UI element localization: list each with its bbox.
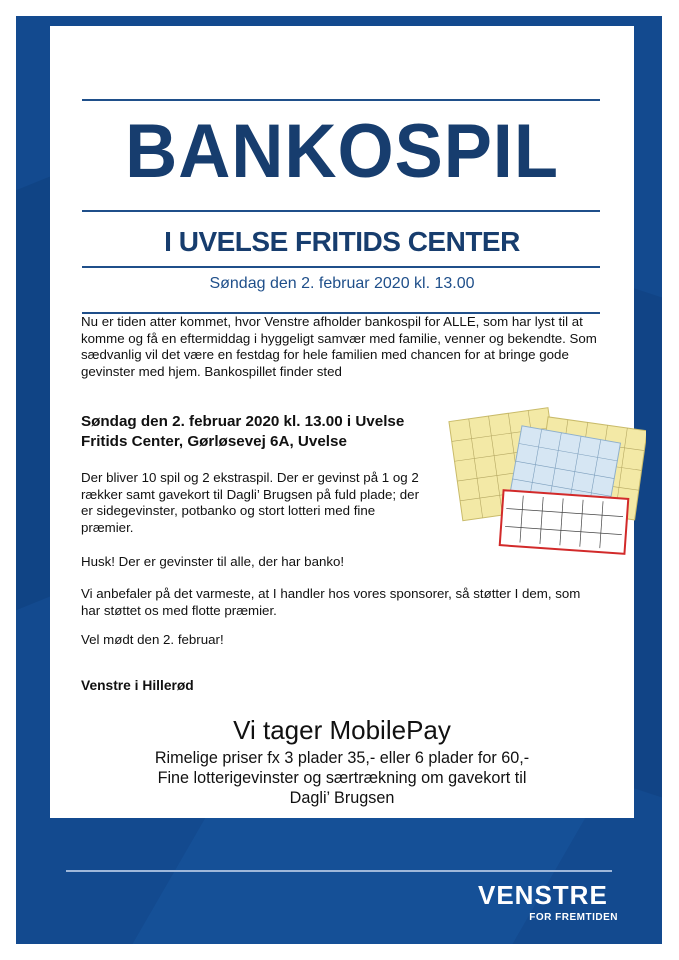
welcome-paragraph: Vel mødt den 2. februar! <box>81 632 224 647</box>
poster-card <box>50 26 634 818</box>
page-title: BANKOSPIL <box>125 109 559 194</box>
games-paragraph: Der bliver 10 spil og 2 ekstraspil. Der er gevinst på 1 og 2 rækker samt gavekort til Dagli’ Brugsen på fuld plade; der er sidegevinster, potbanko og stort lotteri med fine præmier. <box>81 470 419 535</box>
venue-subtitle: I UVELSE FRITIDS CENTER <box>164 226 520 257</box>
prices-text: Rimelige priser fx 3 plader 35,- eller 6 plader for 60,- Fine lotterigevinster og særtrækning om gavekort til Dagli’ Brugsen <box>154 749 530 807</box>
divider <box>82 210 600 212</box>
reminder-paragraph: Husk! Der er gevinster til alle, der har banko! <box>81 554 345 569</box>
mobilepay-headline: Vi tager MobilePay <box>233 715 451 745</box>
venstre-logo: VENSTRE <box>478 880 608 910</box>
poster-background <box>16 16 662 944</box>
bingo-cards-illustration <box>446 394 646 564</box>
intro-paragraph: Nu er tiden atter kommet, hvor Venstre afholder bankospil for ALLE, som har lyst til at komme og få en eftermiddag i hyggeligt samvær med familie, venner og bekendte. Som sædvanlig vil det være en festdag for hele familien med chancen for at bringe gode gevinster med hjem. Bankospillet finder sted <box>81 314 597 379</box>
logo-tagline: FOR FREMTIDEN <box>529 912 618 923</box>
divider <box>82 99 600 101</box>
sponsors-paragraph: Vi anbefaler på det varmeste, at I handler hos vores sponsorer, så støtter I dem, som har støttet os med flotte præmier. <box>81 586 581 618</box>
footer-divider <box>66 870 612 872</box>
event-dateline: Søndag den 2. februar 2020 kl. 13.00 <box>209 275 475 292</box>
divider <box>82 266 600 268</box>
event-location-heading: Søndag den 2. februar 2020 kl. 13.00 i Uvelse Fritids Center, Gørløsevej 6A, Uvelse <box>81 413 405 450</box>
signature: Venstre i Hillerød <box>81 678 194 693</box>
